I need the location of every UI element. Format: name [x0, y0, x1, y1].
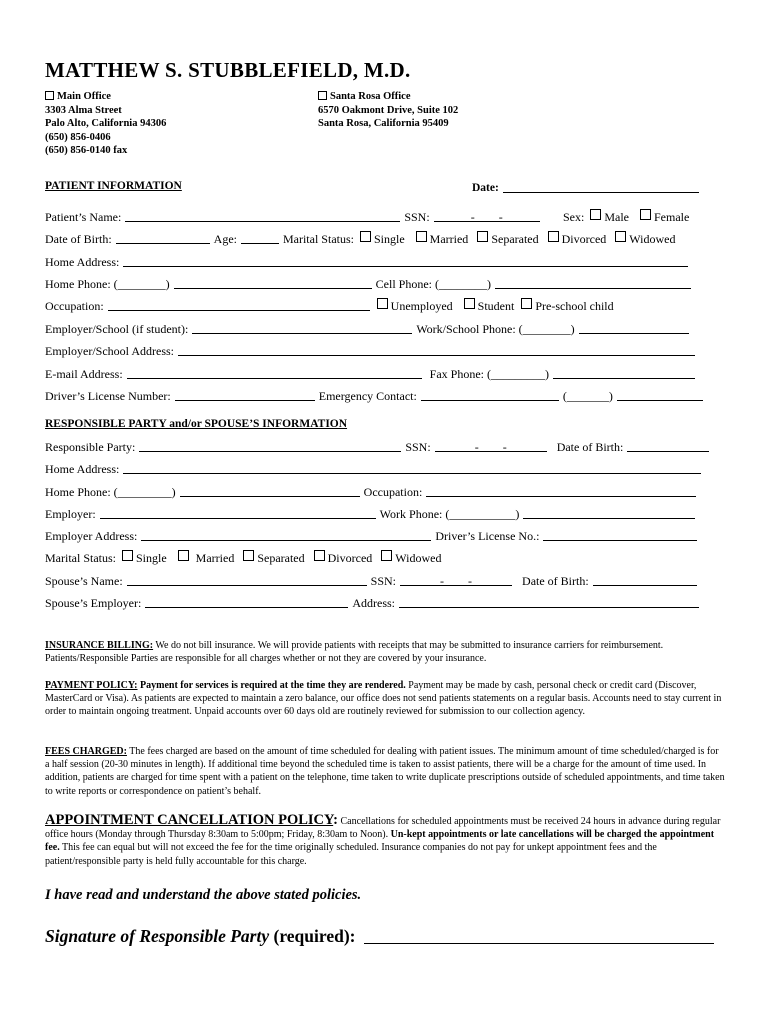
employer-address-field[interactable] [178, 343, 695, 356]
emergency-contact-field[interactable] [421, 388, 559, 401]
rp-home-address-row [45, 461, 702, 477]
employer-address-label: Employer/School Address: [45, 344, 174, 358]
spouse-name-row [45, 573, 698, 589]
rp-employer-field[interactable] [100, 506, 376, 519]
spouse-employer-field[interactable] [145, 595, 348, 608]
rp-ssn-dash-2: - [502, 440, 507, 454]
female-checkbox[interactable] [640, 209, 651, 220]
rp-widowed-label: Widowed [395, 551, 442, 565]
fees-charged-heading: FEES CHARGED: [45, 746, 127, 757]
responsible-party-field[interactable] [139, 439, 401, 452]
cell-phone-field[interactable] [495, 276, 691, 289]
cancellation-text-1: Cancellations for scheduled appointments must be received 24 hours in advance during regular office hours (Monday through Thursday 8:30am to 5:00pm; Friday, 8:30am to Noon). [45, 816, 721, 841]
fax-phone-field[interactable] [553, 366, 695, 379]
patient-ssn-field[interactable] [434, 209, 540, 222]
female-label: Female [654, 210, 690, 224]
patient-ssn-label: SSN: [404, 210, 430, 224]
payment-policy-paragraph [45, 679, 725, 719]
spouse-dob-label: Date of Birth: [522, 574, 589, 588]
doctor-name-title: MATTHEW S. STUBBLEFIELD, M.D. [45, 58, 411, 82]
spouse-address-label: Address: [352, 596, 395, 610]
home-address-label: Home Address: [45, 255, 120, 269]
married-label: Married [429, 232, 469, 246]
cancellation-policy-heading: APPOINTMENT CANCELLATION POLICY [45, 812, 334, 828]
unemployed-label: Unemployed [390, 299, 453, 313]
occupation-label: Occupation: [45, 299, 104, 313]
single-label: Single [373, 232, 405, 246]
responsible-dob-label: Date of Birth: [556, 440, 624, 454]
fees-charged-paragraph [45, 745, 725, 798]
spouse-ssn-label: SSN: [370, 574, 397, 588]
spouse-name-field[interactable] [127, 573, 367, 586]
occupation-row [45, 298, 614, 314]
rp-employer-address-label: Employer Address: [45, 529, 138, 543]
main-office-city: Palo Alto, California 94306 [45, 118, 167, 129]
employer-field[interactable] [192, 321, 412, 334]
email-label: E-mail Address: [45, 367, 123, 381]
ssn-dash-1: - [470, 210, 475, 224]
santa-rosa-office-block [318, 90, 458, 131]
rp-employer-label: Employer: [45, 507, 96, 521]
rp-divorced-checkbox[interactable] [314, 550, 325, 561]
student-label: Student [477, 299, 515, 313]
rp-married-label: Married [195, 551, 235, 565]
acknowledgement-statement: I have read and understand the above stated policies. [45, 887, 362, 903]
widowed-checkbox[interactable] [615, 231, 626, 242]
home-address-field[interactable] [123, 254, 688, 267]
patient-name-row [45, 209, 541, 225]
signature-field[interactable] [364, 930, 714, 944]
spouse-name-label: Spouse’s Name: [45, 574, 123, 588]
age-field[interactable] [241, 231, 279, 244]
date-label: Date: [472, 182, 499, 194]
main-office-label: Main Office [57, 91, 111, 102]
main-office-street: 3303 Alma Street [45, 104, 122, 116]
email-field[interactable] [127, 366, 422, 379]
rp-employer-row [45, 506, 696, 522]
payment-policy-text: Payment may be made by cash, personal check or credit card (Discover, MasterCard or Visa). As patients are expected to maintain a zero balance, our office does not send patients statements on a regular basis. Accounts need to stay current in order to maintain ongoing treatment. Unpaid accounts over 60 days old are routinely reviewed for submission to our collection agency. [45, 680, 722, 718]
work-phone-label: Work/School Phone: (________) [416, 322, 575, 336]
work-phone-field[interactable] [579, 321, 689, 334]
sex-label: Sex: [563, 210, 585, 224]
rp-ssn-dash-1: - [474, 440, 479, 454]
rp-home-address-field[interactable] [123, 461, 701, 474]
drivers-license-label: Driver’s License Number: [45, 389, 171, 403]
spouse-address-field[interactable] [399, 595, 699, 608]
widowed-label: Widowed [629, 232, 676, 246]
separated-label: Separated [491, 232, 539, 246]
cancellation-policy-paragraph [45, 814, 725, 868]
employer-address-row [45, 343, 696, 359]
main-office-phone: (650) 856-0406 [45, 131, 111, 143]
rp-marital-row [45, 550, 441, 566]
emergency-contact-label: Emergency Contact: [318, 389, 417, 403]
home-phone-label: Home Phone: (________) [45, 277, 170, 291]
license-row [45, 388, 704, 404]
rp-drivers-license-field[interactable] [543, 528, 697, 541]
student-checkbox[interactable] [464, 298, 475, 309]
rp-marital-label: Marital Status: [45, 551, 116, 565]
signature-label: Signature of Responsible Party [45, 926, 270, 946]
drivers-license-field[interactable] [175, 388, 315, 401]
email-row [45, 366, 696, 382]
santa-rosa-office-checkbox[interactable] [318, 91, 327, 100]
rp-single-checkbox[interactable] [122, 550, 133, 561]
spouse-ssn-dash-2: - [468, 574, 473, 588]
rp-home-phone-label: Home Phone: (_________) [45, 485, 176, 499]
marital-status-label: Marital Status: [282, 232, 354, 246]
fees-charged-text: The fees charged are based on the amount of time scheduled for dealing with patient issues. The minimum amount of time scheduled/charged is for a half session (20-30 minutes in length). If additional time beyond the scheduled time is taken to assist patients, there will be a charge for the amount of time used. In addition, patients are charged for time spent with a patient on the telephone, time taken to write duplicate prescriptions outside of scheduled appointments, and time taken to write reports or correspondence on patient’s behalf. [45, 746, 725, 797]
rp-work-phone-field[interactable] [523, 506, 695, 519]
divorced-checkbox[interactable] [548, 231, 559, 242]
main-office-block [45, 90, 166, 158]
main-office-checkbox[interactable] [45, 91, 54, 100]
employer-label: Employer/School (if student): [45, 322, 189, 336]
date-field[interactable] [503, 180, 699, 193]
cancellation-text-2: This fee can equal but will not exceed the fee for the time originally scheduled. Insurance companies do not pay for unkept appointment fees and the patient/responsible party is held fully accountable for this charge. [45, 842, 657, 867]
spouse-ssn-dash-1: - [440, 574, 445, 588]
male-label: Male [604, 210, 629, 224]
cancellation-colon: : [333, 812, 339, 828]
rp-employer-address-field[interactable] [141, 528, 431, 541]
rp-single-label: Single [136, 551, 167, 565]
preschool-label: Pre-school child [535, 299, 614, 313]
insurance-billing-heading: INSURANCE BILLING: [45, 640, 154, 651]
divorced-label: Divorced [561, 232, 607, 246]
age-label: Age: [213, 232, 237, 246]
rp-drivers-license-label: Driver’s License No.: [435, 529, 540, 543]
rp-occupation-label: Occupation: [363, 485, 423, 499]
dob-row [45, 231, 675, 247]
occupation-field[interactable] [108, 298, 370, 311]
responsible-party-row [45, 439, 710, 455]
cell-phone-label: Cell Phone: (________) [375, 277, 491, 291]
preschool-checkbox[interactable] [521, 298, 532, 309]
emergency-phone-label: (_______) [562, 389, 613, 403]
cancellation-bold: Un-kept appointments or late cancellations will be charged the appointment fee. [45, 829, 715, 854]
rp-home-address-label: Home Address: [45, 462, 120, 476]
rp-phone-row [45, 484, 697, 500]
rp-work-phone-label: Work Phone: (___________) [379, 507, 520, 521]
responsible-ssn-label: SSN: [405, 440, 431, 454]
separated-checkbox[interactable] [477, 231, 488, 242]
home-phone-field[interactable] [174, 276, 372, 289]
male-checkbox[interactable] [590, 209, 601, 220]
rp-occupation-field[interactable] [426, 484, 696, 497]
home-address-row [45, 254, 689, 270]
married-checkbox[interactable] [416, 231, 427, 242]
payment-policy-heading: PAYMENT POLICY: [45, 680, 138, 691]
spouse-employer-row [45, 595, 700, 611]
payment-policy-bold: Payment for services is required at the time they are rendered. [137, 680, 406, 691]
fax-phone-label: Fax Phone: (_________) [429, 367, 549, 381]
unemployed-checkbox[interactable] [377, 298, 388, 309]
santa-rosa-office-label: Santa Rosa Office [330, 91, 411, 102]
single-checkbox[interactable] [360, 231, 371, 242]
responsible-ssn-field[interactable] [435, 439, 547, 452]
santa-rosa-city: Santa Rosa, California 95409 [318, 118, 449, 129]
sex-row [563, 209, 689, 225]
signature-required-label: (required): [269, 926, 356, 946]
santa-rosa-street: 6570 Oakmont Drive, Suite 102 [318, 104, 459, 116]
rp-married-checkbox[interactable] [178, 550, 189, 561]
spouse-employer-label: Spouse’s Employer: [45, 596, 142, 610]
responsible-party-label: Responsible Party: [45, 440, 136, 454]
rp-employer-address-row [45, 528, 698, 544]
date-row [472, 180, 700, 196]
rp-home-phone-field[interactable] [180, 484, 360, 497]
insurance-billing-paragraph [45, 639, 725, 665]
emergency-phone-field[interactable] [617, 388, 703, 401]
rp-divorced-label: Divorced [327, 551, 373, 565]
responsible-dob-field[interactable] [627, 439, 709, 452]
patient-name-label: Patient’s Name: [45, 210, 122, 224]
rp-widowed-checkbox[interactable] [381, 550, 392, 561]
main-office-fax: (650) 856-0140 fax [45, 145, 128, 156]
signature-row [45, 926, 355, 947]
ssn-dash-2: - [498, 210, 503, 224]
spouse-dob-field[interactable] [593, 573, 697, 586]
phone-row [45, 276, 692, 292]
rp-separated-checkbox[interactable] [243, 550, 254, 561]
insurance-billing-text: We do not bill insurance. We will provide patients with receipts that may be submitted to insurance carriers for reimbursement. Patients/Responsible Parties are responsible for all charges whether or not they are covered by your insurance. [45, 640, 664, 665]
employer-row [45, 321, 690, 337]
dob-label: Date of Birth: [45, 232, 112, 246]
spouse-ssn-field[interactable] [400, 573, 512, 586]
patient-name-field[interactable] [125, 209, 400, 222]
dob-field[interactable] [116, 231, 210, 244]
patient-info-heading: PATIENT INFORMATION [45, 180, 182, 192]
responsible-party-heading: RESPONSIBLE PARTY and/or SPOUSE’S INFORMATION [45, 418, 348, 430]
rp-separated-label: Separated [257, 551, 305, 565]
